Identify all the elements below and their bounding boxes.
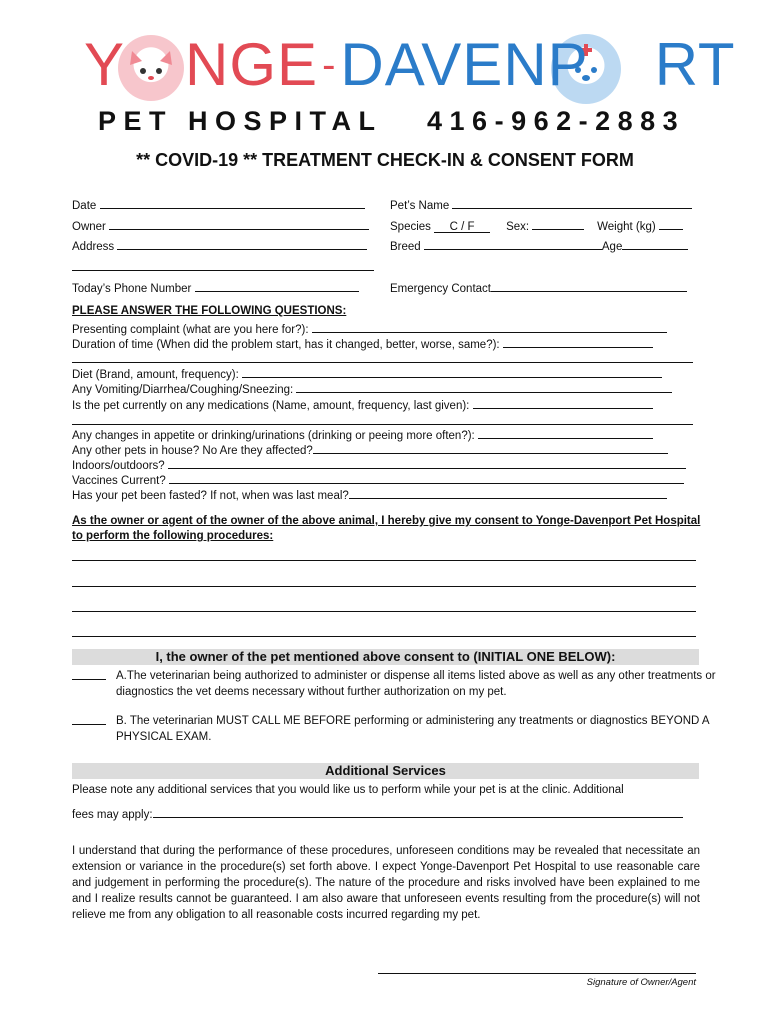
initial-heading: I, the owner of the pet mentioned above consent to (INITIAL ONE BELOW): xyxy=(72,649,699,665)
question-label: Any Vomiting/Diarrhea/Coughing/Sneezing: xyxy=(72,384,294,396)
hospital-subtitle: PET HOSPITAL 416-962-2883 xyxy=(98,106,686,136)
questions-heading: PLEASE ANSWER THE FOLLOWING QUESTIONS: xyxy=(72,305,347,317)
procedure-line-1[interactable] xyxy=(72,560,696,561)
species-value: C / F xyxy=(434,221,490,233)
breed-field[interactable] xyxy=(390,238,688,253)
option-b-initial-blank[interactable] xyxy=(72,724,106,725)
question-fasted[interactable] xyxy=(72,487,667,502)
question-presenting[interactable] xyxy=(72,321,667,336)
question-duration[interactable] xyxy=(72,336,653,351)
fees-field[interactable] xyxy=(72,806,683,821)
option-a[interactable] xyxy=(72,668,732,702)
phone-field[interactable] xyxy=(72,280,359,295)
question-indoors[interactable] xyxy=(72,457,686,472)
question-vomiting[interactable] xyxy=(72,381,672,396)
species-field[interactable] xyxy=(390,218,683,233)
option-a-text: A.The veterinarian being authorized to administer or dispense all items listed above as well as any other treatments or diagnostics the vet deems necessary without further authorization on my pet. xyxy=(116,670,716,698)
form-title: ** COVID-19 ** TREATMENT CHECK-IN & CONSENT FORM xyxy=(136,150,634,170)
question-label: Duration of time (When did the problem start, has it changed, better, worse, same?): xyxy=(72,339,500,351)
question-label: Indoors/outdoors? xyxy=(72,460,165,472)
species-label: Species xyxy=(390,221,431,233)
question-label: Any changes in appetite or drinking/urinations (drinking or peeing more often?): xyxy=(72,430,475,442)
breed-label: Breed xyxy=(390,241,421,253)
procedure-line-4[interactable] xyxy=(72,636,696,637)
question-label: Has your pet been fasted? If not, when was last meal? xyxy=(72,490,349,502)
address-label: Address xyxy=(72,241,115,253)
date-label: Date xyxy=(72,200,97,212)
owner-label: Owner xyxy=(72,221,106,233)
pet-name-field[interactable] xyxy=(390,197,692,212)
option-b[interactable] xyxy=(72,713,732,747)
signature-label: Signature of Owner/Agent xyxy=(586,977,696,988)
signature-line[interactable] xyxy=(378,973,696,974)
age-label: Age xyxy=(601,241,623,253)
owner-field[interactable] xyxy=(72,218,369,233)
procedure-line-3[interactable] xyxy=(72,611,696,612)
question-blank-line[interactable] xyxy=(72,424,693,425)
question-appetite[interactable] xyxy=(72,427,653,442)
address-line-2[interactable] xyxy=(72,270,374,271)
question-label: Presenting complaint (what are you here for?): xyxy=(72,324,309,336)
question-label: Is the pet currently on any medications (Name, amount, frequency, last given): xyxy=(72,400,470,412)
question-label: Any other pets in house? No Are they affected? xyxy=(72,445,313,457)
pet-name-label: Pet’s Name xyxy=(390,200,450,212)
emergency-field[interactable] xyxy=(390,280,687,295)
logo-letter-y: Y xyxy=(84,31,126,98)
hospital-logo-text xyxy=(84,30,736,100)
question-medications[interactable] xyxy=(72,397,653,412)
understanding-paragraph: I understand that during the performance of these procedures, unforeseen conditions may be revealed that necessitate an extension or variance in the procedure(s) set forth above. I expect Yonge-Davenport Pet Hospital to use reasonable care and judgement in performing the procedure(s). The nature of the procedure and risks involved have been explained to me and I realize results cannot be guaranteed. I am also aware that unforeseen events resulting from the procedure(s) will not relieve me from any obligation to all reasonable costs incurred regarding my pet. xyxy=(72,845,700,921)
logo-word-davenport: DAVENP xyxy=(340,31,589,98)
question-vaccines[interactable] xyxy=(72,472,684,487)
logo-word-davenport-end: RT xyxy=(654,31,736,98)
procedure-line-2[interactable] xyxy=(72,586,696,587)
fees-label: fees may apply: xyxy=(72,809,153,821)
question-blank-line[interactable] xyxy=(72,362,693,363)
weight-label: Weight (kg) xyxy=(597,221,656,233)
phone-label: Today’s Phone Number xyxy=(72,283,192,295)
question-label: Diet (Brand, amount, frequency): xyxy=(72,369,239,381)
additional-services-heading: Additional Services xyxy=(72,763,699,779)
option-a-initial-blank[interactable] xyxy=(72,679,106,680)
question-other-pets[interactable] xyxy=(72,442,668,457)
question-diet[interactable] xyxy=(72,366,662,381)
additional-services-text: Please note any additional services that you would like us to perform while your pet is at the clinic. Additional xyxy=(72,784,624,796)
emergency-label: Emergency Contact xyxy=(390,283,491,295)
question-label: Vaccines Current? xyxy=(72,475,166,487)
logo-word-yonge: NGE xyxy=(185,31,319,98)
consent-intro: As the owner or agent of the owner of the above animal, I hereby give my consent to Yonge-Davenport Pet Hospital to perform the following procedures: xyxy=(72,515,701,542)
address-field[interactable] xyxy=(72,238,367,253)
option-b-text: B. The veterinarian MUST CALL ME BEFORE performing or administering any treatments or diagnostics BEYOND A PHYSICAL EXAM. xyxy=(116,715,709,743)
date-field[interactable] xyxy=(72,197,365,212)
sex-label: Sex: xyxy=(506,221,530,233)
logo-dash: - xyxy=(322,43,337,87)
